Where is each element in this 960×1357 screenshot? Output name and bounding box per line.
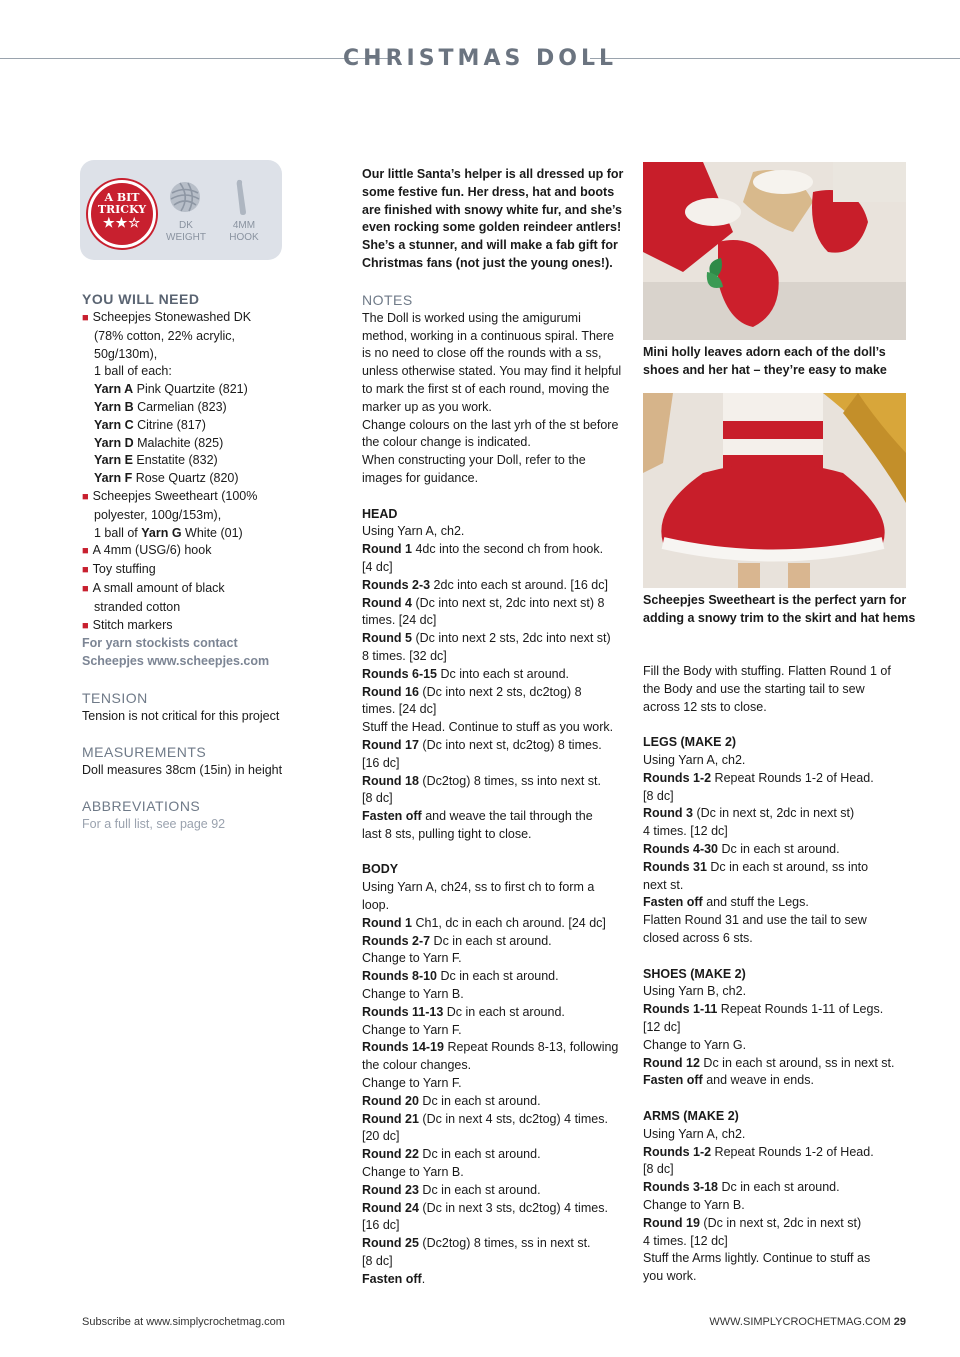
yarn-line: Yarn A Pink Quartzite (821) xyxy=(94,382,248,397)
instruction-line: Using Yarn A, ch24, ss to first ch to form a xyxy=(362,880,595,895)
measurements-text: Doll measures 38cm (15in) in height xyxy=(82,762,283,777)
instruction-line: Using Yarn B, ch2. xyxy=(643,984,747,999)
instruction-line: [8 dc] xyxy=(643,1162,674,1177)
hook-size-label: 4MM HOOK xyxy=(229,220,259,243)
instruction-line: Round 12 Dc in each st around, ss in next st. xyxy=(643,1055,895,1070)
instruction-line: Fasten off and stuff the Legs. xyxy=(643,895,809,910)
body-heading: BODY xyxy=(362,862,399,877)
instruction-line: last 8 sts, pulling tight to close. xyxy=(362,826,532,841)
list-item: ■ Scheepjes Stonewashed DK xyxy=(82,310,252,324)
instruction-line: Stuff the Arms lightly. Continue to stuff as xyxy=(643,1251,871,1266)
instruction-line: Change to Yarn B. xyxy=(362,1165,464,1180)
pattern-column-3 xyxy=(643,663,928,1286)
list-item-continued: polyester, 100g/153m), xyxy=(94,507,222,522)
hook-icon xyxy=(230,178,256,216)
instruction-line: 8 times. [32 dc] xyxy=(362,648,447,663)
instruction-line: Round 21 (Dc in next 4 sts, dc2tog) 4 times. xyxy=(362,1111,608,1126)
instruction-line: Change to Yarn B. xyxy=(643,1197,745,1212)
photo-doll-skirt xyxy=(643,393,906,588)
list-item-continued: 50g/130m), xyxy=(94,346,158,361)
instruction-line: Using Yarn A, ch2. xyxy=(643,1126,746,1141)
shoes-heading: SHOES (MAKE 2) xyxy=(643,966,746,981)
instruction-line: Fasten off and weave in ends. xyxy=(643,1073,814,1088)
instruction-line: next st. xyxy=(643,877,684,892)
stockist-note: For yarn stockists contact xyxy=(82,636,238,651)
yarn-line: Yarn D Malachite (825) xyxy=(94,435,224,450)
list-item: ■ Stitch markers xyxy=(82,617,173,632)
you-will-need-heading: YOU WILL NEED xyxy=(82,291,200,307)
arms-instructions xyxy=(643,1126,928,1286)
instruction-line: Round 1 4dc into the second ch from hook. xyxy=(362,542,604,557)
instruction-line: the colour changes. xyxy=(362,1058,472,1073)
page-title: CHRISTMAS DOLL xyxy=(343,46,617,71)
instruction-line: Rounds 31 Dc in each st around, ss into xyxy=(643,859,869,874)
instruction-line: Rounds 4-30 Dc in each st around. xyxy=(643,841,840,856)
instruction-line: Stuff the Head. Continue to stuff as you work. xyxy=(362,720,614,735)
head-instructions xyxy=(362,523,630,843)
instruction-line: Round 24 (Dc in next 3 sts, dc2tog) 4 times. xyxy=(362,1200,608,1215)
yarn-line: Yarn B Carmelian (823) xyxy=(94,399,227,414)
instruction-line: Round 22 Dc in each st around. xyxy=(362,1147,541,1162)
notes-heading: NOTES xyxy=(362,291,413,308)
materials-column xyxy=(82,289,332,833)
difficulty-stars: ★★☆ xyxy=(103,216,141,231)
instruction-line: Round 17 (Dc into next st, dc2tog) 8 times. xyxy=(362,737,602,752)
instruction-line: Change to Yarn F. xyxy=(362,1022,462,1037)
instruction-line: Round 19 (Dc in next st, 2dc in next st) xyxy=(643,1215,862,1230)
instruction-line: [8 dc] xyxy=(362,791,393,806)
instruction-line: [16 dc] xyxy=(362,1218,400,1233)
head-heading: HEAD xyxy=(362,506,398,521)
instruction-line: Round 3 (Dc in next st, 2dc in next st) xyxy=(643,806,855,821)
list-item: ■ A small amount of black xyxy=(82,580,225,595)
instruction-line: [12 dc] xyxy=(643,1019,681,1034)
yarn-line: Yarn F Rose Quartz (820) xyxy=(94,471,239,486)
difficulty-badge xyxy=(88,180,156,248)
instruction-line: Rounds 1-2 Repeat Rounds 1-2 of Head. xyxy=(643,770,874,785)
list-item-continued: 1 ball of each: xyxy=(94,364,172,379)
instruction-line: [20 dc] xyxy=(362,1129,400,1144)
instruction-line: 4 times. [12 dc] xyxy=(643,824,728,839)
instruction-line: Rounds 6-15 Dc into each st around. xyxy=(362,666,570,681)
notes-text: The Doll is worked using the amigurumi method, working in a continuous spiral. There is no need to close off the rounds with a ss, unless otherwise stated. You may find it helpful to mark the first st of each round, moving the marker up as you work. Change colours on the last yrh of the st before the colour change is indicated. When constructing your Doll, refer to the images for guidance. xyxy=(362,310,622,485)
tension-text: Tension is not critical for this project xyxy=(82,708,280,723)
dk-weight-label: DK WEIGHT xyxy=(166,220,206,243)
footer-subscribe[interactable]: Subscribe at www.simplycrochetmag.com xyxy=(82,1316,285,1328)
difficulty-line2: TRICKY xyxy=(97,203,147,216)
legs-heading: LEGS (MAKE 2) xyxy=(643,735,737,750)
instruction-line: Rounds 1-2 Repeat Rounds 1-2 of Head. xyxy=(643,1144,874,1159)
instruction-line: Round 23 Dc in each st around. xyxy=(362,1182,541,1197)
yarn-line: Yarn E Enstatite (832) xyxy=(94,453,218,468)
instruction-line: Round 20 Dc in each st around. xyxy=(362,1093,541,1108)
photo-doll-shoes xyxy=(643,162,906,340)
instruction-line: Round 25 (Dc2tog) 8 times, ss in next st. xyxy=(362,1236,591,1251)
instruction-line: Change to Yarn G. xyxy=(643,1037,747,1052)
instruction-line: Round 1 Ch1, dc in each ch around. [24 dc] xyxy=(362,915,606,930)
instruction-line: Change to Yarn F. xyxy=(362,951,462,966)
instruction-line: Rounds 14-19 Repeat Rounds 8-13, following xyxy=(362,1040,619,1055)
pattern-column-2 xyxy=(362,166,630,1289)
abbreviations-heading: ABBREVIATIONS xyxy=(82,797,201,814)
abbreviations-text: For a full list, see page 92 xyxy=(82,816,226,831)
instruction-line: closed across 6 sts. xyxy=(643,930,753,945)
instruction-line: you work. xyxy=(643,1269,697,1284)
caption-photo-2: Scheepjes Sweetheart is the perfect yarn for adding a snowy trim to the skirt and hat hems xyxy=(643,593,916,625)
instruction-line: [4 dc] xyxy=(362,559,393,574)
body-instructions xyxy=(362,879,630,1288)
instruction-line: Change to Yarn B. xyxy=(362,987,464,1002)
arms-heading: ARMS (MAKE 2) xyxy=(643,1108,739,1123)
instruction-line: Rounds 2-7 Dc in each st around. xyxy=(362,933,552,948)
tension-heading: TENSION xyxy=(82,689,148,706)
instruction-line: Fasten off. xyxy=(362,1271,426,1286)
list-item: ■ Toy stuffing xyxy=(82,562,156,577)
difficulty-badge-panel xyxy=(80,160,282,260)
page-number: 29 xyxy=(893,1316,906,1328)
shoes-instructions xyxy=(643,983,928,1090)
measurements-heading: MEASUREMENTS xyxy=(82,743,207,760)
instruction-line: [8 dc] xyxy=(643,788,674,803)
legs-instructions xyxy=(643,752,928,948)
list-item: ■ A 4mm (USG/6) hook xyxy=(82,543,212,558)
instruction-line: loop. xyxy=(362,898,390,913)
instruction-line: times. [24 dc] xyxy=(362,702,437,717)
list-item-continued: stranded cotton xyxy=(94,599,181,614)
instruction-line: Rounds 3-18 Dc in each st around. xyxy=(643,1180,840,1195)
instruction-line: Round 16 (Dc into next 2 sts, dc2tog) 8 xyxy=(362,684,582,699)
list-item-continued: 1 ball of Yarn G White (01) xyxy=(94,525,243,540)
instruction-line: 4 times. [12 dc] xyxy=(643,1233,728,1248)
instruction-line: times. [24 dc] xyxy=(362,613,437,628)
intro-paragraph: Our little Santa’s helper is all dressed up for some festive fun. Her dress, hat and boots are finished with snowy white fur, and she’s even rocking some golden reindeer antlers! She’s a stunner, and will make a fab gift for Christmas fans (not just the young ones!). xyxy=(362,167,624,270)
body-finish-text: Fill the Body with stuffing. Flatten Round 1 of the Body and use the starting tail to sew across 12 sts to close. xyxy=(643,664,891,714)
instruction-line: Round 4 (Dc into next st, 2dc into next st) 8 xyxy=(362,595,605,610)
footer-site-link[interactable]: WWW.SIMPLYCROCHETMAG.COM xyxy=(709,1316,891,1328)
instruction-line: [16 dc] xyxy=(362,755,400,770)
instruction-line: Change to Yarn F. xyxy=(362,1076,462,1091)
instruction-line: Rounds 11-13 Dc in each st around. xyxy=(362,1004,565,1019)
caption-photo-1: Mini holly leaves adorn each of the doll’s shoes and her hat – they’re easy to make xyxy=(643,345,887,377)
yarn-line: Yarn C Citrine (817) xyxy=(94,417,206,432)
stockist-link[interactable]: Scheepjes www.scheepjes.com xyxy=(82,654,270,669)
instruction-line: [8 dc] xyxy=(362,1254,393,1269)
yarn-ball-icon xyxy=(168,180,202,214)
footer-site-page xyxy=(709,1316,906,1328)
instruction-line: Rounds 1-11 Repeat Rounds 1-11 of Legs. xyxy=(643,1002,884,1017)
list-item-continued: (78% cotton, 22% acrylic, xyxy=(94,328,236,343)
instruction-line: Using Yarn A, ch2. xyxy=(362,524,465,539)
instruction-line: Round 18 (Dc2tog) 8 times, ss into next st. xyxy=(362,773,601,788)
instruction-line: Using Yarn A, ch2. xyxy=(643,752,746,767)
instruction-line: Fasten off and weave the tail through the xyxy=(362,809,593,824)
instruction-line: Round 5 (Dc into next 2 sts, 2dc into next st) xyxy=(362,631,611,646)
instruction-line: Flatten Round 31 and use the tail to sew xyxy=(643,913,867,928)
instruction-line: Rounds 8-10 Dc in each st around. xyxy=(362,969,559,984)
difficulty-line1: A BIT xyxy=(104,191,140,204)
list-item: ■ Scheepjes Sweetheart (100% xyxy=(82,488,258,503)
instruction-line: Rounds 2-3 2dc into each st around. [16 dc] xyxy=(362,577,608,592)
materials-list xyxy=(82,309,332,671)
